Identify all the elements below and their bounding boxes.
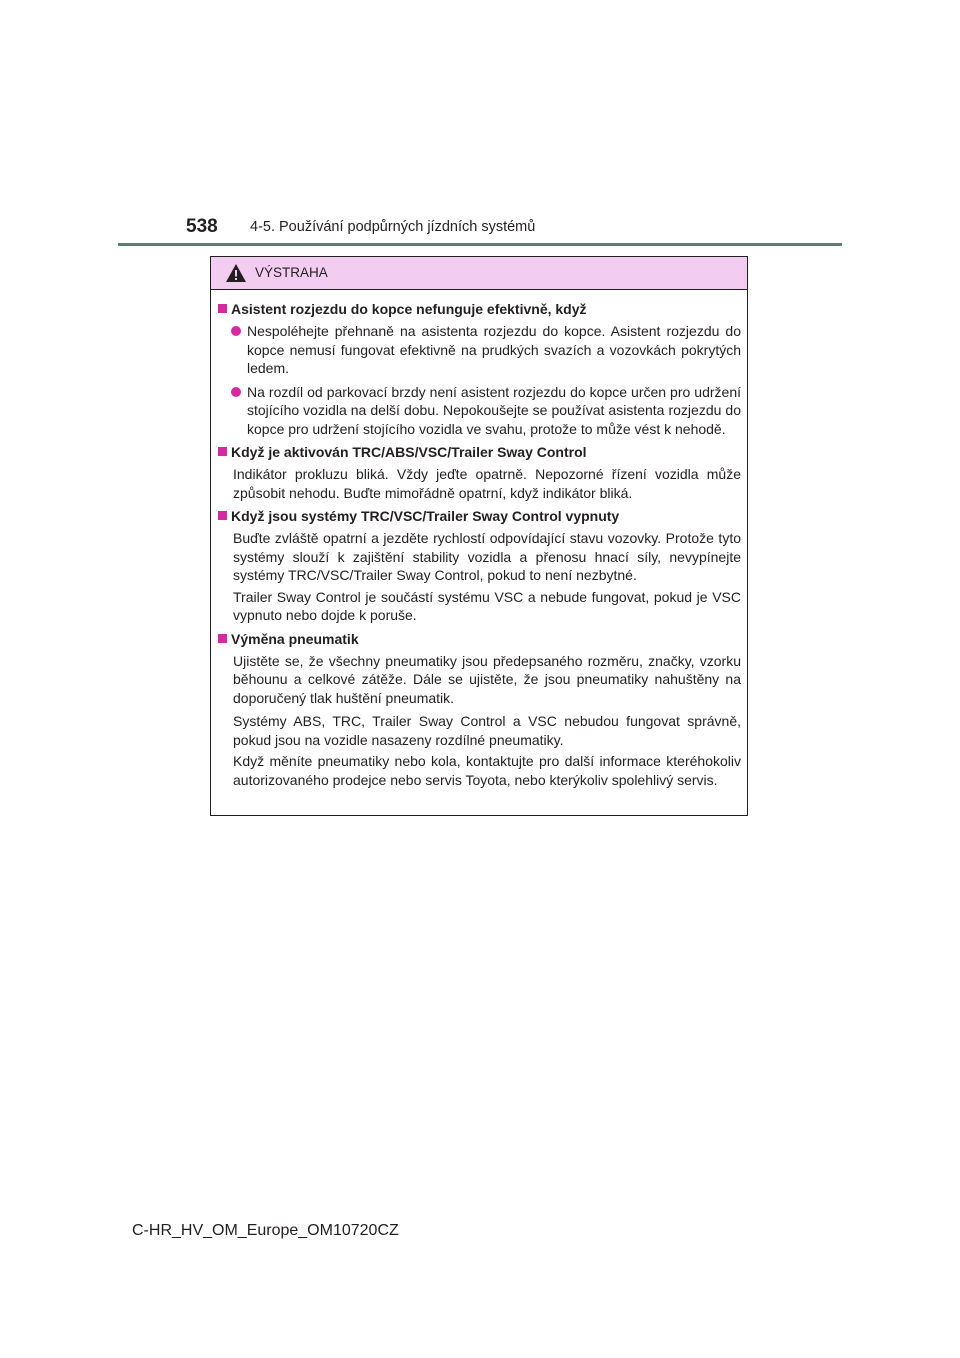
topic-paragraph: Systémy ABS, TRC, Trailer Sway Control a VSC nebudou fungovat správně, pokud jsou na vozidle nasazeny rozdílné pneumatiky.: [233, 713, 741, 748]
square-bullet-icon: [218, 511, 227, 520]
bullet-item: [217, 322, 741, 378]
warning-body: [211, 290, 747, 789]
topic-title: Výměna pneumatik: [231, 630, 359, 647]
topic-heading: [217, 300, 741, 318]
bullet-item: [217, 383, 741, 439]
square-bullet-icon: [218, 634, 227, 643]
header-divider: [118, 243, 842, 246]
bullet-text: Na rozdíl od parkovací brzdy není asistent rozjezdu do kopce určen pro udržení stojícího vozidla na delší dobu. Nepokoušejte se používat asistenta rozjezdu do kopce pro udržení stojícího vozidla ve svahu, protože to může vést k nehodě.: [247, 383, 741, 437]
topic-title: Když jsou systémy TRC/VSC/Trailer Sway Control vypnuty: [231, 508, 620, 524]
topic-paragraph: Ujistěte se, že všechny pneumatiky jsou předepsaného rozměru, značky, vzorku běhounu a celkové zátěže. Dále se ujistěte, že jsou pneumatiky nahuštěny na doporučený tlak huštění pneumatik.: [233, 652, 741, 706]
topic-title: Když je aktivován TRC/ABS/VSC/Trailer Sway Control: [231, 444, 587, 460]
topic-heading: [217, 507, 741, 525]
round-bullet-icon: [231, 326, 241, 336]
warning-label: VÝSTRAHA: [255, 265, 328, 280]
bullet-text: Nespoléhejte přehnaně na asistenta rozjezdu do kopce. Asistent rozjezdu do kopce nemusí fungovat efektivně na prudkých svazích a vozovkách pokrytých ledem.: [247, 323, 741, 376]
document-code: C-HR_HV_OM_Europe_OM10720CZ: [132, 1222, 399, 1239]
round-bullet-icon: [231, 387, 241, 397]
page-number: 538: [186, 216, 218, 237]
topic-paragraph: Když měníte pneumatiky nebo kola, kontaktujte pro další informace kteréhokoliv autorizovaného prodejce nebo servis Toyota, nebo kterýkoliv spolehlivý servis.: [233, 753, 741, 788]
warning-triangle-icon: [225, 263, 247, 283]
topic-paragraph: Trailer Sway Control je součástí systému VSC a nebude fungovat, pokud je VSC vypnuto nebo dojde k poruše.: [233, 588, 741, 623]
square-bullet-icon: [218, 447, 227, 456]
topic-heading: [217, 630, 741, 648]
page-header: [0, 0, 960, 250]
section-title: 4-5. Používání podpůrných jízdních systémů: [250, 219, 536, 235]
square-bullet-icon: [218, 304, 227, 313]
topic-heading: [217, 443, 741, 461]
topic-paragraph: Buďte zvláště opatrní a jezděte rychlostí odpovídající stavu vozovky. Protože tyto systémy slouží k zajištění stability vozidla a přenosu hnací síly, nevypínejte systémy TRC/VSC/Trailer Sway Control, pokud to není nezbytné.: [233, 530, 741, 583]
warning-box: [210, 256, 748, 816]
topic-title: Asistent rozjezdu do kopce nefunguje efektivně, když: [231, 301, 587, 317]
warning-header: [211, 257, 747, 290]
topic-paragraph: Indikátor prokluzu bliká. Vždy jeďte opatrně. Nepozorné řízení vozidla může způsobit nehodu. Buďte mimořádně opatrní, když indikátor bliká.: [233, 466, 741, 501]
